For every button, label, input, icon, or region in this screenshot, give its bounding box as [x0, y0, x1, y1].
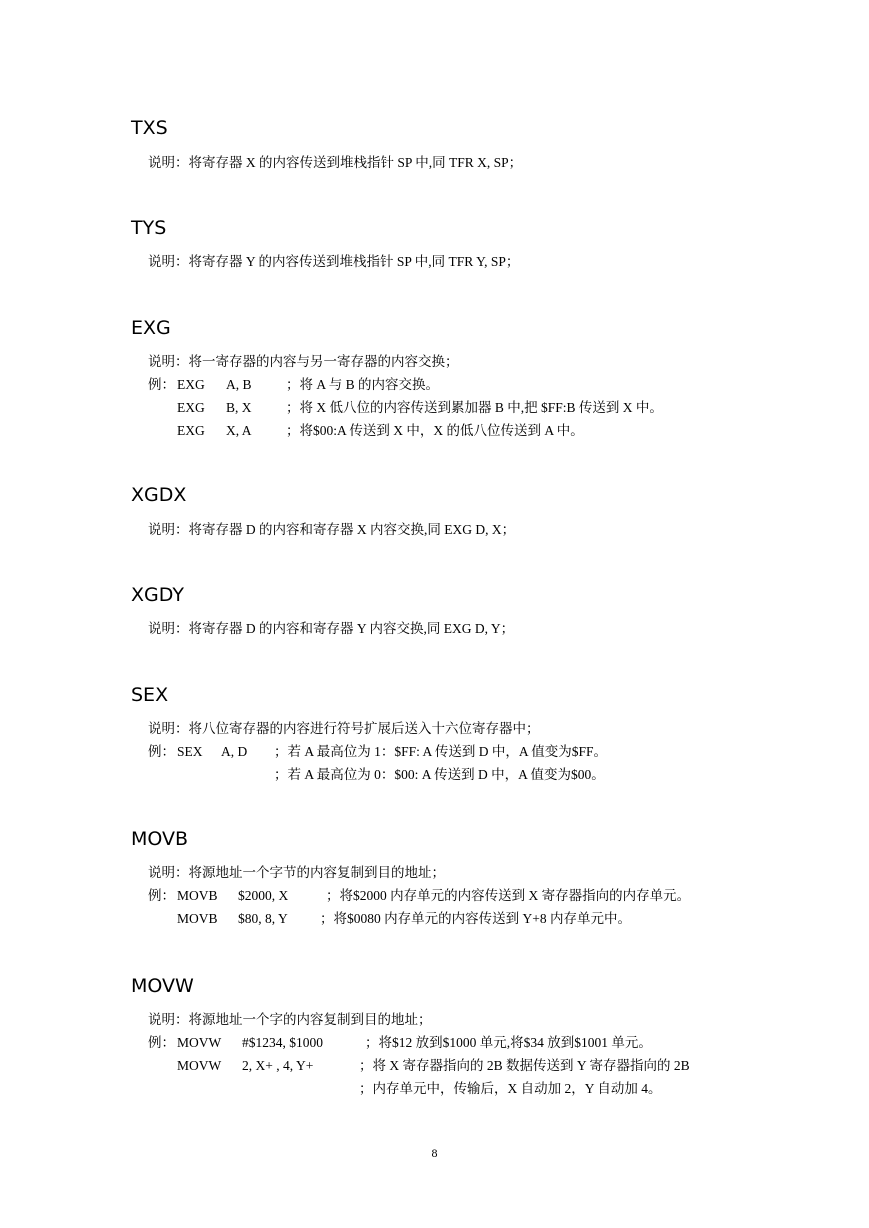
example-command: EXG	[177, 377, 205, 392]
section-title-tys: TYS	[131, 217, 167, 239]
example-comment: ；将$0080 内存单元的内容传送到 Y+8 内存单元中。	[320, 911, 631, 926]
example-command: SEX	[177, 744, 203, 759]
example-prefix: 例：	[148, 744, 175, 759]
section-title-txs: TXS	[131, 117, 168, 139]
example-comment: ；内存单元中，传输后，X 自动加 2，Y 自动加 4。	[359, 1081, 662, 1096]
example-comment: ；将$2000 内存单元的内容传送到 X 寄存器指向的内存单元。	[326, 888, 691, 903]
example-command: MOVW	[177, 1035, 222, 1050]
section-desc-xgdy: 说明：将寄存器 D 的内容和寄存器 Y 内容交换,同 EXG D, Y；	[148, 621, 515, 636]
example-comment: ；将 X 低八位的内容传送到累加器 B 中,把 $FF:B 传送到 X 中。	[286, 400, 663, 415]
example-args: 2, X+ , 4, Y+	[242, 1058, 314, 1073]
example-command: MOVB	[177, 888, 218, 903]
example-args: A, B	[226, 377, 252, 392]
example-prefix: 例：	[148, 1035, 175, 1050]
section-desc-sex: 说明：将八位寄存器的内容进行符号扩展后送入十六位寄存器中；	[148, 721, 540, 736]
example-comment: ；将 X 寄存器指向的 2B 数据传送到 Y 寄存器指向的 2B	[359, 1058, 690, 1073]
section-title-movb: MOVB	[131, 828, 189, 850]
section-desc-tys: 说明：将寄存器 Y 的内容传送到堆栈指针 SP 中,同 TFR Y, SP；	[148, 254, 520, 269]
example-args: #$1234, $1000	[242, 1035, 323, 1050]
example-comment: ；将 A 与 B 的内容交换。	[286, 377, 440, 392]
example-command: EXG	[177, 423, 205, 438]
example-args: A, D	[221, 744, 248, 759]
example-comment: ；将$00:A 传送到 X 中，X 的低八位传送到 A 中。	[286, 423, 584, 438]
example-args: B, X	[226, 400, 252, 415]
example-command: EXG	[177, 400, 205, 415]
section-desc-movb: 说明：将源地址一个字节的内容复制到目的地址；	[148, 865, 445, 880]
example-prefix: 例：	[148, 377, 175, 392]
example-args: X, A	[226, 423, 252, 438]
example-command: MOVB	[177, 911, 218, 926]
example-prefix: 例：	[148, 888, 175, 903]
section-desc-txs: 说明：将寄存器 X 的内容传送到堆栈指针 SP 中,同 TFR X, SP；	[148, 155, 523, 170]
section-desc-xgdx: 说明：将寄存器 D 的内容和寄存器 X 内容交换,同 EXG D, X；	[148, 522, 516, 537]
example-comment: ；若 A 最高位为 0：$00: A 传送到 D 中，A 值变为$00。	[274, 767, 605, 782]
example-comment: ；将$12 放到$1000 单元,将$34 放到$1001 单元。	[365, 1035, 652, 1050]
example-comment: ；若 A 最高位为 1：$FF: A 传送到 D 中，A 值变为$FF。	[274, 744, 608, 759]
section-title-xgdy: XGDY	[131, 584, 184, 606]
page-number: 8	[431, 1146, 438, 1160]
section-desc-exg: 说明：将一寄存器的内容与另一寄存器的内容交换；	[148, 354, 459, 369]
section-title-sex: SEX	[131, 684, 169, 706]
example-command: MOVW	[177, 1058, 222, 1073]
section-title-movw: MOVW	[131, 975, 194, 997]
example-args: $80, 8, Y	[238, 911, 288, 926]
section-desc-movw: 说明：将源地址一个字的内容复制到目的地址；	[148, 1012, 432, 1027]
example-args: $2000, X	[238, 888, 289, 903]
section-title-exg: EXG	[131, 317, 171, 339]
section-title-xgdx: XGDX	[131, 484, 187, 506]
